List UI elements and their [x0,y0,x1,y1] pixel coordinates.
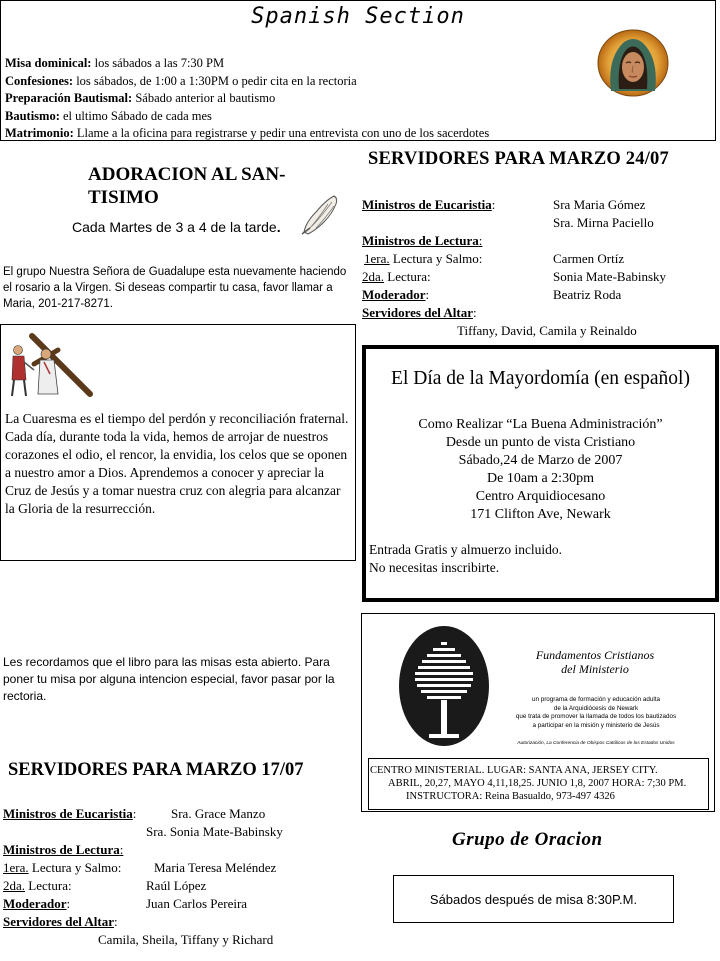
primera-lectura-name: Maria Teresa Meléndez [154,860,277,875]
mayordomia-footer [369,541,562,577]
preparacion-line [5,90,275,108]
praying-hands-icon [298,192,342,236]
primera-lectura-name: Carmen Ortíz [553,251,625,266]
adoracion-time [72,219,281,235]
segunda-lectura-name: Sonia Mate-Babinsky [553,269,667,284]
segunda-lectura-label [3,877,72,895]
mayordomia-line: Sábado,24 de Marzo de 2007 [458,453,623,468]
servidores-marzo-24-title: SERVIDORES PARA MARZO 24/07 [368,149,669,169]
line-label: Preparación Bautismal: [5,91,133,105]
altar-label-text: Servidores del Altar [3,914,114,929]
fundamentos-script-subtitle: del Ministerio [561,662,629,676]
eucaristia-name: Sra. Sonia Mate-Babinsky [146,824,283,839]
mayordomia-foot-line: Entrada Gratis y almuerzo incluido. [369,542,563,557]
line-text: el ultimo Sábado de cada mes [59,108,212,123]
adoracion-title: ADORACION AL SAN-TISIMO [88,164,286,208]
centro-line: ABRIL, 20,27, MAYO 4,11,18,25. JUNIO 1,8, 2007 HORA: 7;30 PM. [388,778,687,789]
eucaristia-label-text: Ministros de Eucaristia [3,806,133,821]
lectura-label-text: Ministros de Lectura [3,842,120,857]
bautismo-line [5,108,212,126]
altar-label: Servidores del Altar: [3,914,118,929]
mayordomia-title: El Día de la Mayordomía (en español) [391,368,690,389]
primera-lectura-label [364,250,482,268]
line-label: Misa dominical: [5,56,92,70]
lectura-label: Ministros de Lectura: [362,233,483,248]
altar-names: Tiffany, David, Camila y Reinaldo [457,323,637,338]
line-label: Confesiones: [5,73,74,88]
moderador-label-text: Moderador [3,896,67,911]
misas-reminder-text: Les recordamos que el libro para las misas esta abierto. Para poner tu misa por alguna intencion especial, favor pasar por la rectoria. [3,655,335,703]
segunda-lectura-label [362,268,431,286]
ordinal: 1era. [3,860,29,875]
moderador-label-text: Moderador [362,287,426,302]
adoracion-time-dot: . [276,219,281,235]
eucaristia-name: Sra. Mirna Paciello [553,215,654,230]
line-text: Llame a la oficina para registrarse y pedir una entrevista con uno de los sacerdotes [73,126,490,140]
line-label: Matrimonio: [5,126,74,140]
mayordomia-details [362,416,719,524]
lectura-kind: Lectura: [384,269,431,284]
mayordomia-line: Como Realizar “La Buena Administración” [418,417,663,432]
centro-ministerial-text [370,764,708,803]
moderador-name: Juan Carlos Pereira [146,896,248,911]
eucaristia-name: Sra. Grace Manzo [171,806,266,821]
confesiones-line [5,73,357,91]
fundamentos-authorization: Autorización, La Conferencia de Obispos Católicos de los Estados Unidos [517,741,675,746]
lectura-label: Ministros de Lectura: [3,842,124,857]
mayordomia-line: 171 Clifton Ave, Newark [470,507,611,522]
grupo-oracion-title: Grupo de Oracion [452,829,603,850]
mayordomia-line: De 10am a 2:30pm [487,471,594,486]
eucaristia-label: Ministros de Eucaristia: [3,806,137,821]
virgin-of-guadalupe-icon [597,29,669,97]
ordinal: 1era. [364,251,390,266]
eucaristia-label: Ministros de Eucaristia: [362,197,496,212]
mayordomia-line: Desde un punto de vista Cristiano [445,435,636,450]
eucaristia-label-text: Ministros de Eucaristia [362,197,492,212]
servidores-marzo-17-title: SERVIDORES PARA MARZO 17/07 [8,760,304,780]
ordinal: 2da. [362,269,385,284]
altar-label-text: Servidores del Altar [362,305,473,320]
line-label: Bautismo: [5,108,60,123]
jesus-carrying-cross-icon [4,332,96,400]
moderador-label: Moderador: [362,287,430,302]
line-text: los sábados a las 7:30 PM [91,56,225,70]
moderador-label: Moderador: [3,896,71,911]
fundamentos-line: un programa de formación y educación adulta [531,696,661,703]
moderador-name: Beatriz Roda [553,287,622,302]
eucaristia-name: Sra Maria Gómez [553,197,646,212]
archdiocese-tree-logo [397,624,491,752]
adoracion-time-text: Cada Martes de 3 a 4 de la tarde [72,219,277,235]
mayordomia-line: Centro Arquidiocesano [475,489,606,504]
guadalupe-rosary-text: El grupo Nuestra Señora de Guadalupe esta nuevamente haciendo el rosario a la Virgen. Si deseas compartir tu casa, favor llamar a Maria, 201-217-8271. [3,266,347,310]
ordinal: 2da. [3,878,26,893]
lectura-label-text: Ministros de Lectura [362,233,479,248]
misa-dominical-line [5,55,224,73]
cuaresma-text: La Cuaresma es el tiempo del perdón y reconciliación fraternal. Cada día, durante toda la vida, hemos de arrojar de nuestros corazones el odio, el rencor, la envidia, los celos que se oponen a nuestro amor a Dios. Aprendemos a conocer y apreciar la Cruz de Jesús y a tomar nuestra cruz con alegria para alcanzar la Gloria de la resurrección. [5,411,349,516]
matrimonio-line [5,125,489,143]
line-text: Sábado anterior al bautismo [132,91,276,105]
altar-names: Camila, Sheila, Tiffany y Richard [98,932,274,947]
fundamentos-line: a participar en la misión y ministerio de Jesús [532,721,660,729]
line-text: los sábados, de 1:00 a 1:30PM o pedir cita en la rectoria [73,73,357,88]
primera-lectura-label [3,859,121,877]
section-title: Spanish Section [251,4,465,29]
altar-label: Servidores del Altar: [362,305,477,320]
lectura-kind: Lectura y Salmo: [28,860,122,875]
fundamentos-script-title: Fundamentos Cristianos [535,648,655,662]
centro-line: INSTRUCTORA: Reina Basualdo, 973-497 4326 [406,791,615,802]
grupo-oracion-text: Sábados después de misa 8:30P.M. [429,892,638,907]
fundamentos-line: que trata de promover la llamada de todos los bautizados [515,713,677,720]
lectura-kind: Lectura y Salmo: [389,251,483,266]
centro-line: CENTRO MINISTERIAL. LUGAR: SANTA ANA, JERSEY CITY. [370,765,658,776]
lectura-kind: Lectura: [25,878,72,893]
segunda-lectura-name: Raúl López [146,878,207,893]
fundamentos-line: de la Arquidiócesis de Newark [553,704,639,712]
mayordomia-foot-line: No necesitas inscribirte. [369,560,500,575]
